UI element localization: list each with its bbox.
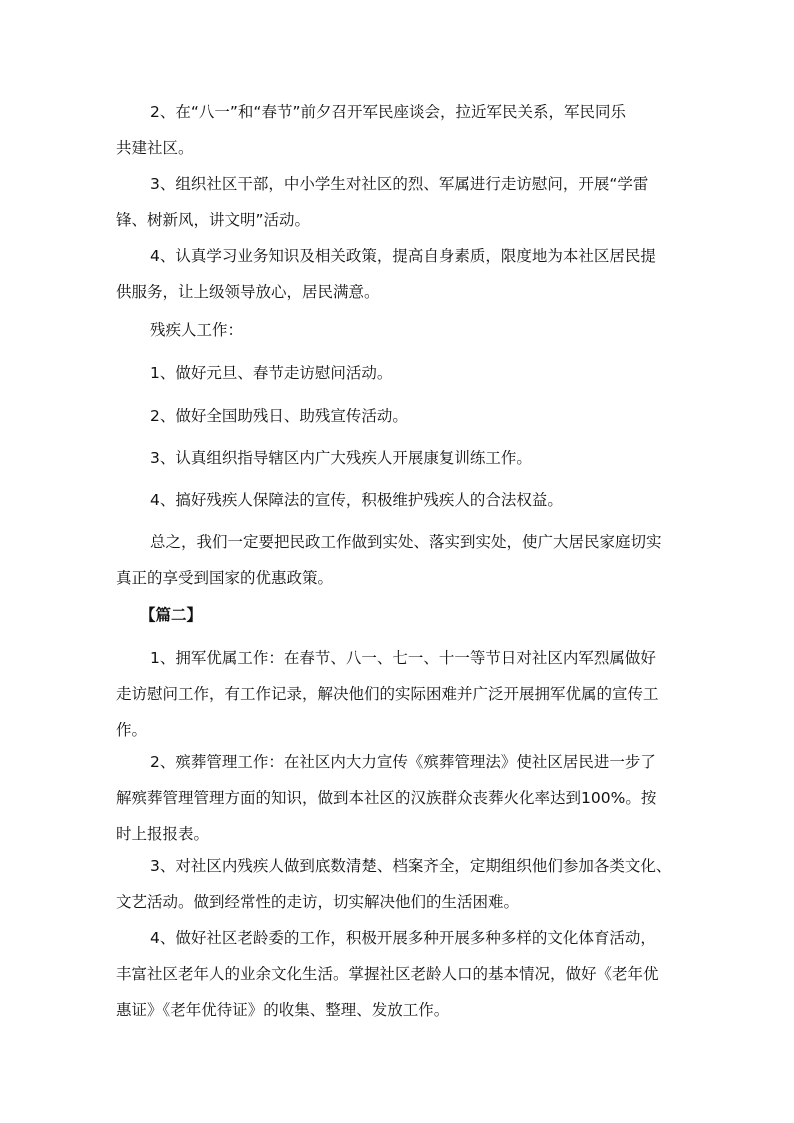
text-line: 3、认真组织指导辖区内广大残疾人开展康复训练工作。 <box>150 449 532 467</box>
paragraph-study-policy <box>116 238 696 310</box>
paragraph-rehab-training <box>116 440 696 476</box>
text-line: 共建社区。 <box>116 139 194 157</box>
text-line: 时上报报表。 <box>116 825 210 843</box>
text-line: 4、认真学习业务知识及相关政策，提高自身素质，限度地为本社区居民提 <box>150 247 656 265</box>
text-line: 走访慰问工作，有工作记录，解决他们的实际困难并广泛开展拥军优属的宣传工 <box>116 685 659 703</box>
text-line: 供服务，让上级领导放心，居民满意。 <box>116 283 380 301</box>
text-line: 残疾人工作： <box>150 321 244 339</box>
text-line: 【篇二】 <box>140 606 203 624</box>
paragraph-disability-day <box>116 398 696 434</box>
text-line: 惠证》《老年优待证》的收集、整理、发放工作。 <box>116 1001 450 1019</box>
paragraph-visit-families <box>116 166 696 238</box>
text-line: 2、在“八一”和“春节”前夕召开军民座谈会，拉近军民关系，军民同乐 <box>150 103 626 121</box>
paragraph-funeral-management <box>116 744 696 852</box>
text-line: 锋、树新风，讲文明”活动。 <box>116 211 311 229</box>
paragraph-military-forum <box>116 94 696 166</box>
paragraph-summary <box>116 524 696 596</box>
text-line: 作。 <box>116 721 148 739</box>
text-line: 丰富社区老年人的业余文化生活。掌握社区老龄人口的基本情况，做好《老年优 <box>116 965 659 983</box>
text-line: 总之，我们一定要把民政工作做到实处、落实到实处，使广大居民家庭切实 <box>150 533 662 551</box>
section-heading-disabled-work <box>116 312 696 348</box>
text-line: 真正的享受到国家的优惠政策。 <box>116 569 334 587</box>
paragraph-elderly-committee <box>116 920 696 1028</box>
text-line: 1、做好元旦、春节走访慰问活动。 <box>150 364 393 382</box>
text-line: 1、拥军优属工作：在春节、八一、七一、十一等节日对社区内军烈属做好 <box>150 649 656 667</box>
paragraph-disabled-activities <box>116 848 696 920</box>
text-line: 3、对社区内残疾人做到底数清楚、档案齐全，定期组织他们参加各类文化、 <box>150 857 672 875</box>
section-heading-part-two <box>140 597 720 633</box>
text-line: 3、组织社区干部，中小学生对社区的烈、军属进行走访慰问，开展“学雷 <box>150 175 649 193</box>
text-line: 4、搞好残疾人保障法的宣传，积极维护残疾人的合法权益。 <box>150 491 563 509</box>
text-line: 4、做好社区老龄委的工作，积极开展多种开展多种多样的文化体育活动， <box>150 929 656 947</box>
paragraph-new-year-visit <box>116 355 696 391</box>
text-line: 2、殡葬管理工作：在社区内大力宣传《殡葬管理法》使社区居民进一步了 <box>150 753 656 771</box>
paragraph-support-military <box>116 640 696 748</box>
text-line: 文艺活动。做到经常性的走访，切实解决他们的生活困难。 <box>116 893 520 911</box>
paragraph-protection-law <box>116 482 696 518</box>
text-line: 解殡葬管理管理方面的知识，做到本社区的汉族群众丧葬火化率达到100%。按 <box>116 789 657 807</box>
text-line: 2、做好全国助残日、助残宣传活动。 <box>150 407 408 425</box>
